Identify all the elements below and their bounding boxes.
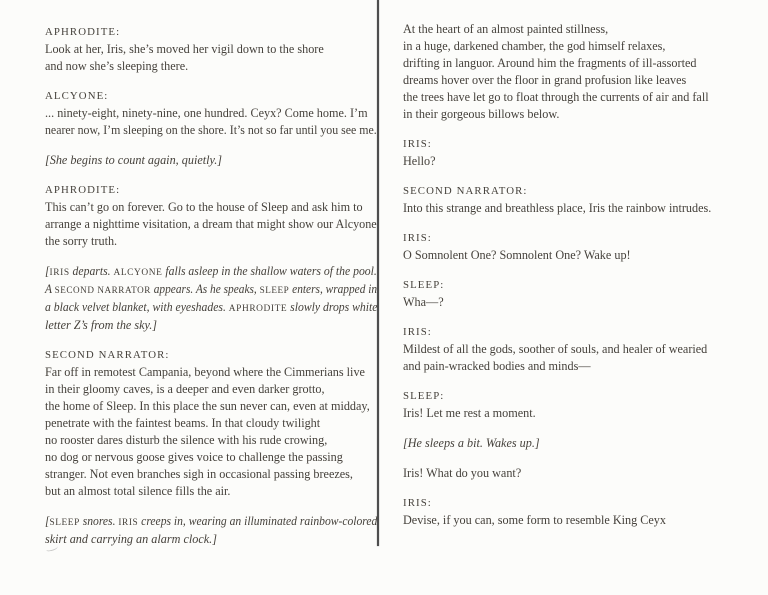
dialogue-line: ... ninety-eight, ninety-nine, one hundred. Ceyx? Come home. I’m bbox=[45, 106, 368, 120]
dialogue-block bbox=[403, 388, 755, 422]
dialogue-line: At the heart of an almost painted stillness, bbox=[403, 22, 609, 36]
dialogue-line: but an almost total silence fills the air. bbox=[45, 484, 231, 498]
column-divider bbox=[377, 0, 379, 546]
dialogue-line: Look at her, Iris, she’s moved her vigil down to the shore bbox=[45, 42, 324, 56]
stage-direction-line: [SLEEP snores. IRIS creeps in, wearing an illuminated rainbow-colored bbox=[45, 514, 378, 528]
character-name: ALCYONE bbox=[113, 267, 163, 278]
speaker-label: SECOND NARRATOR: bbox=[403, 185, 528, 197]
character-name: SECOND NARRATOR bbox=[54, 285, 151, 296]
dialogue-line: drifting in languor. Around him the fragments of ill-assorted bbox=[403, 56, 697, 70]
character-name: APHRODITE bbox=[228, 303, 288, 314]
dialogue-line: Wha—? bbox=[403, 295, 444, 309]
speaker-label: APHRODITE: bbox=[45, 26, 121, 38]
dialogue-block bbox=[403, 183, 755, 217]
dialogue-block bbox=[45, 347, 377, 500]
character-name: IRIS bbox=[49, 267, 70, 278]
dialogue-line: no rooster dares disturb the silence with his rude crowing, bbox=[45, 433, 328, 447]
dialogue-line: Far off in remotest Campania, beyond where the Cimmerians live bbox=[45, 365, 365, 379]
stage-direction bbox=[403, 435, 755, 452]
dialogue-line: and pain-wracked bodies and minds— bbox=[403, 359, 591, 373]
speaker-label: IRIS: bbox=[403, 326, 432, 338]
speaker-label: IRIS: bbox=[403, 497, 432, 509]
stage-direction-line: [She begins to count again, quietly.] bbox=[45, 153, 223, 167]
dialogue-line: Iris! What do you want? bbox=[403, 466, 522, 480]
speaker-label: IRIS: bbox=[403, 138, 432, 150]
dialogue-line: This can’t go on forever. Go to the house of Sleep and ask him to bbox=[45, 200, 363, 214]
stage-direction-line: a black velvet blanket, with eyeshades. APHRODITE slowly drops white bbox=[45, 300, 378, 314]
dialogue-line: Devise, if you can, some form to resemble King Ceyx bbox=[403, 513, 666, 527]
dialogue-line: in a huge, darkened chamber, the god himself relaxes, bbox=[403, 39, 666, 53]
dialogue-block bbox=[45, 182, 377, 250]
speaker-label: APHRODITE: bbox=[45, 184, 121, 196]
stage-direction-line: [He sleeps a bit. Wakes up.] bbox=[403, 436, 540, 450]
dialogue-line: O Somnolent One? Somnolent One? Wake up! bbox=[403, 248, 631, 262]
dialogue-line: stranger. Not even branches sigh in occasional passing breezes, bbox=[45, 467, 353, 481]
dialogue-line: in their gloomy caves, is a deeper and even darker grotto, bbox=[45, 382, 325, 396]
dialogue-line: Hello? bbox=[403, 154, 436, 168]
dialogue-continuation bbox=[403, 21, 755, 123]
dialogue-block bbox=[403, 136, 755, 170]
dialogue-line: the sorry truth. bbox=[45, 234, 118, 248]
stage-direction-line: A SECOND NARRATOR appears. As he speaks, SLEEP enters, wrapped in bbox=[45, 282, 378, 296]
speaker-label: SECOND NARRATOR: bbox=[45, 349, 170, 361]
dialogue-block bbox=[403, 495, 755, 529]
stage-direction-line: letter Z’s from the sky.] bbox=[45, 318, 158, 332]
stage-direction bbox=[45, 513, 377, 548]
dialogue-block bbox=[403, 324, 755, 375]
dialogue-line: dreams hover over the floor in grand profusion like leaves bbox=[403, 73, 687, 87]
dialogue-line: nearer now, I’m sleeping on the shore. It’s not so far until you see me. bbox=[45, 123, 377, 137]
dialogue-block bbox=[403, 277, 755, 311]
dialogue-line: and now she’s sleeping there. bbox=[45, 59, 189, 73]
character-name: SLEEP bbox=[259, 285, 290, 296]
dialogue-line: arrange a nighttime visitation, a dream that might show our Alcyone bbox=[45, 217, 377, 231]
dialogue-block bbox=[403, 230, 755, 264]
stage-direction bbox=[45, 263, 377, 334]
character-name: SLEEP bbox=[49, 517, 80, 528]
speaker-label: SLEEP: bbox=[403, 279, 445, 291]
dialogue-line: penetrate with the faintest beams. In that cloudy twilight bbox=[45, 416, 321, 430]
dialogue-line: Iris! Let me rest a moment. bbox=[403, 406, 536, 420]
dialogue-line: Mildest of all the gods, soother of souls, and healer of wearied bbox=[403, 342, 708, 356]
left-column bbox=[45, 24, 377, 561]
right-column bbox=[403, 21, 755, 542]
dialogue-continuation bbox=[403, 465, 755, 482]
dialogue-line: no dog or nervous goose gives voice to challenge the passing bbox=[45, 450, 343, 464]
speaker-label: SLEEP: bbox=[403, 390, 445, 402]
dialogue-line: Into this strange and breathless place, Iris the rainbow intrudes. bbox=[403, 201, 712, 215]
speaker-label: ALCYONE: bbox=[45, 90, 109, 102]
character-name: IRIS bbox=[118, 517, 139, 528]
dialogue-block bbox=[45, 88, 377, 139]
dialogue-line: in their gorgeous billows below. bbox=[403, 107, 560, 121]
stage-direction-line: skirt and carrying an alarm clock.] bbox=[45, 532, 217, 546]
dialogue-line: the trees have let go to float through the currents of air and fall bbox=[403, 90, 709, 104]
stage-direction-line: [IRIS departs. ALCYONE falls asleep in the shallow waters of the pool. bbox=[45, 264, 377, 278]
dialogue-block bbox=[45, 24, 377, 75]
dialogue-line: the home of Sleep. In this place the sun never can, even at midday, bbox=[45, 399, 370, 413]
speaker-label: IRIS: bbox=[403, 232, 432, 244]
stage-direction bbox=[45, 152, 377, 169]
